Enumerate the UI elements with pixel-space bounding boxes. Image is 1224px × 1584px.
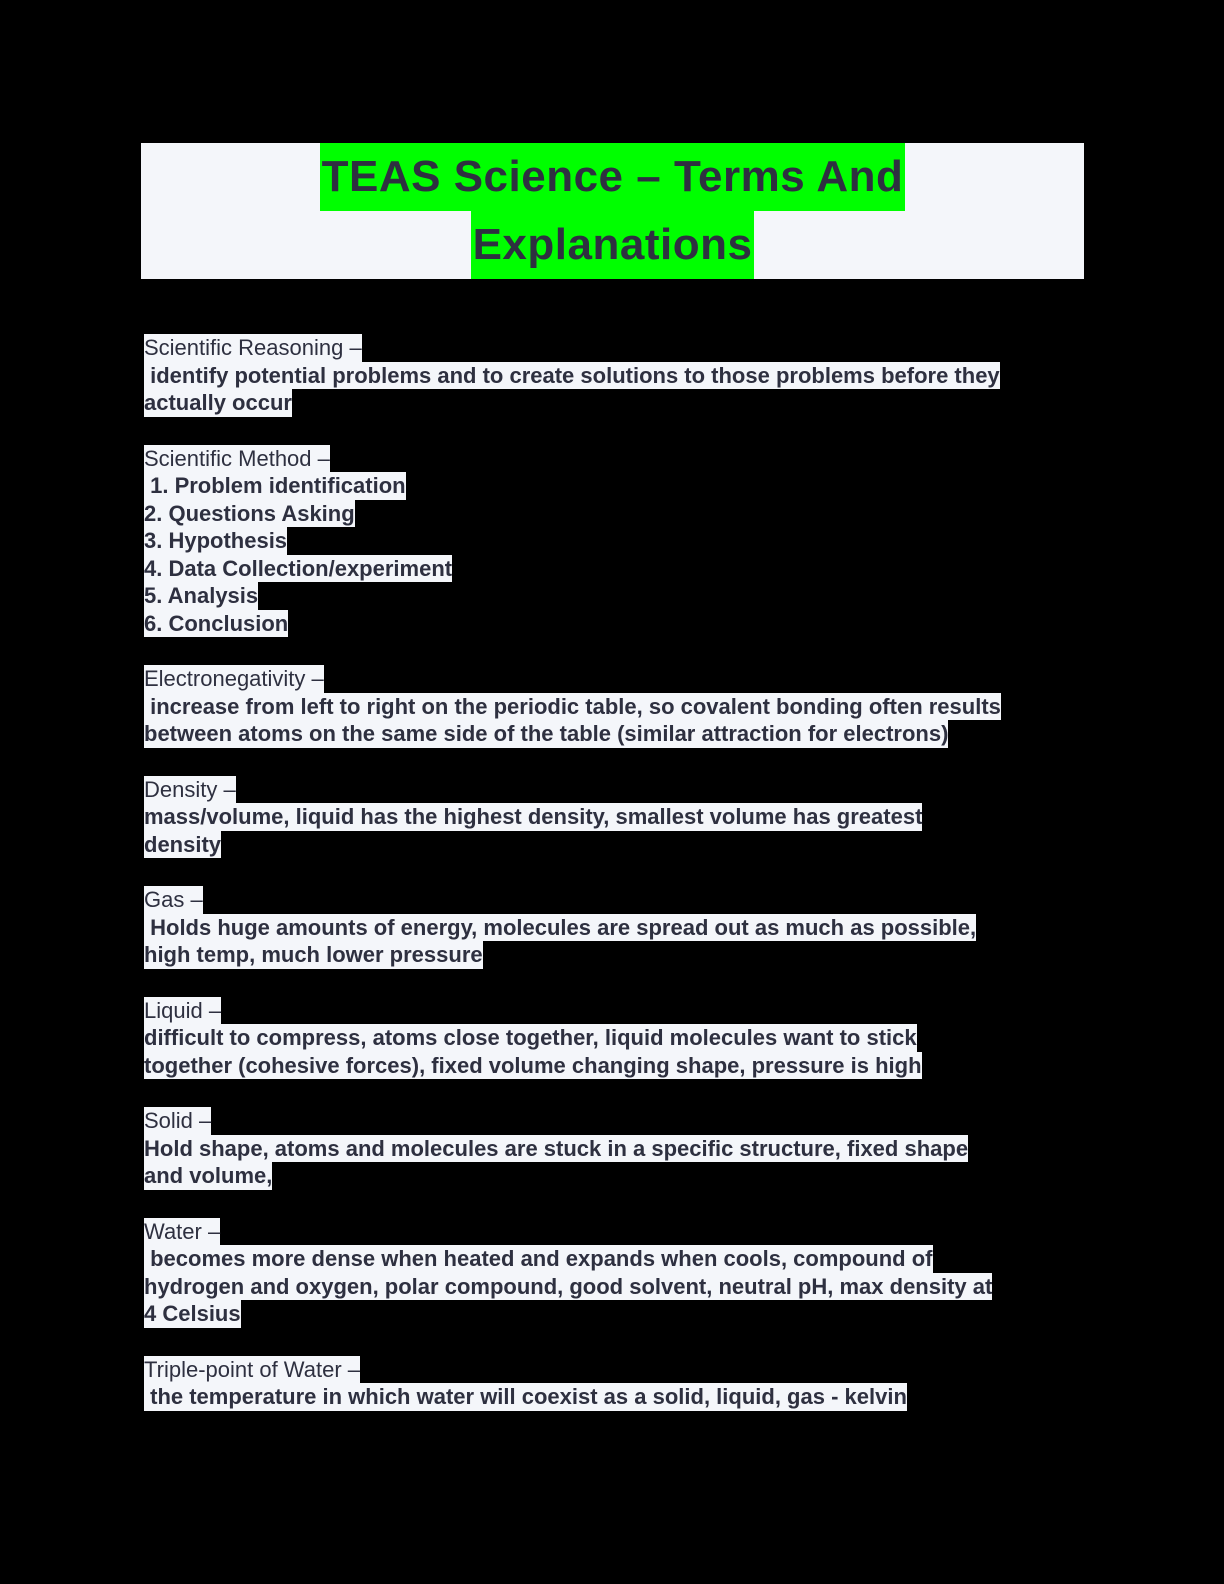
term-label: Triple-point of Water – [144, 1356, 361, 1382]
term-definition-line: hydrogen and oxygen, polar compound, good solvent, neutral pH, max density at [144, 1273, 993, 1299]
term-definition-line: identify potential problems and to create solutions to those problems before they [144, 362, 1000, 388]
term-label: Water – [144, 1218, 221, 1244]
method-step: 3. Hypothesis [144, 528, 288, 553]
term-entry-electronegativity [144, 665, 1084, 748]
term-label: Scientific Method – [144, 445, 330, 471]
terms-list [144, 334, 1084, 1439]
term-label: Electronegativity – [144, 666, 324, 691]
term-entry-liquid [144, 997, 1084, 1080]
method-step: 4. Data Collection/experiment [144, 555, 453, 581]
term-entry-scientific-reasoning [144, 334, 1084, 417]
term-definition-line: mass/volume, liquid has the highest density, smallest volume has greatest [144, 804, 923, 829]
term-entry-density [144, 776, 1084, 859]
term-definition-line: the temperature in which water will coexist as a solid, liquid, gas - kelvin [144, 1384, 907, 1409]
page-title: TEAS Science – Terms And [320, 143, 906, 211]
term-entry-triple-point-of-water [144, 1356, 1084, 1411]
term-definition-line: Holds huge amounts of energy, molecules are spread out as much as possible, [144, 914, 977, 940]
term-definition-line: high temp, much lower pressure [144, 942, 483, 967]
page-title-continued: Explanations [471, 211, 755, 279]
term-definition-line: and volume, [144, 1163, 273, 1188]
method-step: 5. Analysis [144, 583, 259, 608]
term-label: Scientific Reasoning – [144, 335, 362, 360]
term-entry-scientific-method [144, 445, 1084, 638]
term-definition-line: difficult to compress, atoms close together, liquid molecules want to stick [144, 1025, 917, 1050]
term-entry-gas [144, 886, 1084, 969]
term-entry-water [144, 1218, 1084, 1328]
term-label: Density – [144, 776, 236, 802]
term-label: Gas – [144, 887, 203, 912]
term-definition-line: increase from left to right on the periodic table, so covalent bonding often results [144, 693, 1001, 719]
term-definition-line: density [144, 831, 222, 857]
term-definition-line: becomes more dense when heated and expands when cools, compound of [144, 1246, 933, 1271]
method-step: 2. Questions Asking [144, 500, 355, 526]
term-entry-solid [144, 1107, 1084, 1190]
term-label: Solid – [144, 1108, 212, 1133]
term-definition-line: between atoms on the same side of the table (similar attraction for electrons) [144, 721, 949, 746]
term-definition-line: together (cohesive forces), fixed volume changing shape, pressure is high [144, 1052, 922, 1078]
title-line-1 [141, 143, 1084, 211]
method-step: 1. Problem identification [144, 473, 406, 498]
title-line-2 [141, 211, 1084, 279]
term-label: Liquid – [144, 997, 222, 1023]
term-definition-line: actually occur [144, 390, 292, 415]
document-title-box [141, 143, 1084, 279]
term-definition-line: Hold shape, atoms and molecules are stuck in a specific structure, fixed shape [144, 1135, 969, 1161]
term-definition-line: 4 Celsius [144, 1301, 241, 1326]
method-step: 6. Conclusion [144, 610, 289, 636]
